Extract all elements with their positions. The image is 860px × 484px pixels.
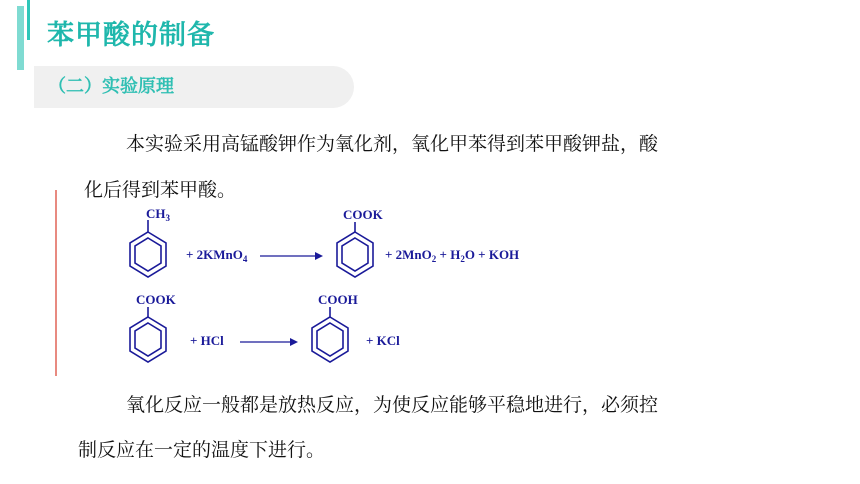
reagent-kmno4: + 2KMnO$_4$ [186, 247, 248, 264]
side-marker-line [55, 190, 57, 376]
benzene-ring-benzoic-acid [312, 307, 348, 362]
reaction-arrow-1-head [315, 252, 323, 260]
page-title: 苯甲酸的制备 [47, 20, 215, 51]
section-header-label: （二）实验原理 [48, 76, 174, 97]
benzene-ring-benzoate-2 [130, 307, 166, 362]
byproduct-kcl: + KCl [366, 333, 400, 348]
reaction-1 [130, 206, 519, 277]
benzoic-acid-substituent: COOH [318, 292, 358, 307]
reaction-2 [130, 292, 400, 362]
benzene-ring-benzoate [337, 222, 373, 277]
accent-bar [17, 6, 24, 70]
paragraph-2-line-2: 制反应在一定的温度下进行。 [78, 439, 326, 461]
paragraph-1-line-2: 化后得到苯甲酸。 [84, 179, 237, 201]
paragraph-2-line-1: 氧化反应一般都是放热反应，为使反应能够平稳地进行，必须控 [126, 394, 659, 416]
byproducts-1: + $2MnO_2 + H_2O$ + KOH [385, 247, 520, 264]
reaction-scheme [110, 206, 590, 376]
paragraph-1-line-1: 本实验采用高锰酸钾作为氧化剂，氧化甲苯得到苯甲酸钾盐，酸 [126, 133, 659, 155]
reagent-hcl: + HCl [190, 333, 224, 348]
benzoate-substituent: COOK [343, 207, 383, 222]
benzoate-substituent-2: COOK [136, 292, 176, 307]
toluene-substituent: $CH_3$ [146, 206, 170, 223]
accent-bar-thin [27, 0, 30, 40]
benzene-ring-toluene [130, 220, 166, 277]
reaction-arrow-2-head [290, 338, 298, 346]
